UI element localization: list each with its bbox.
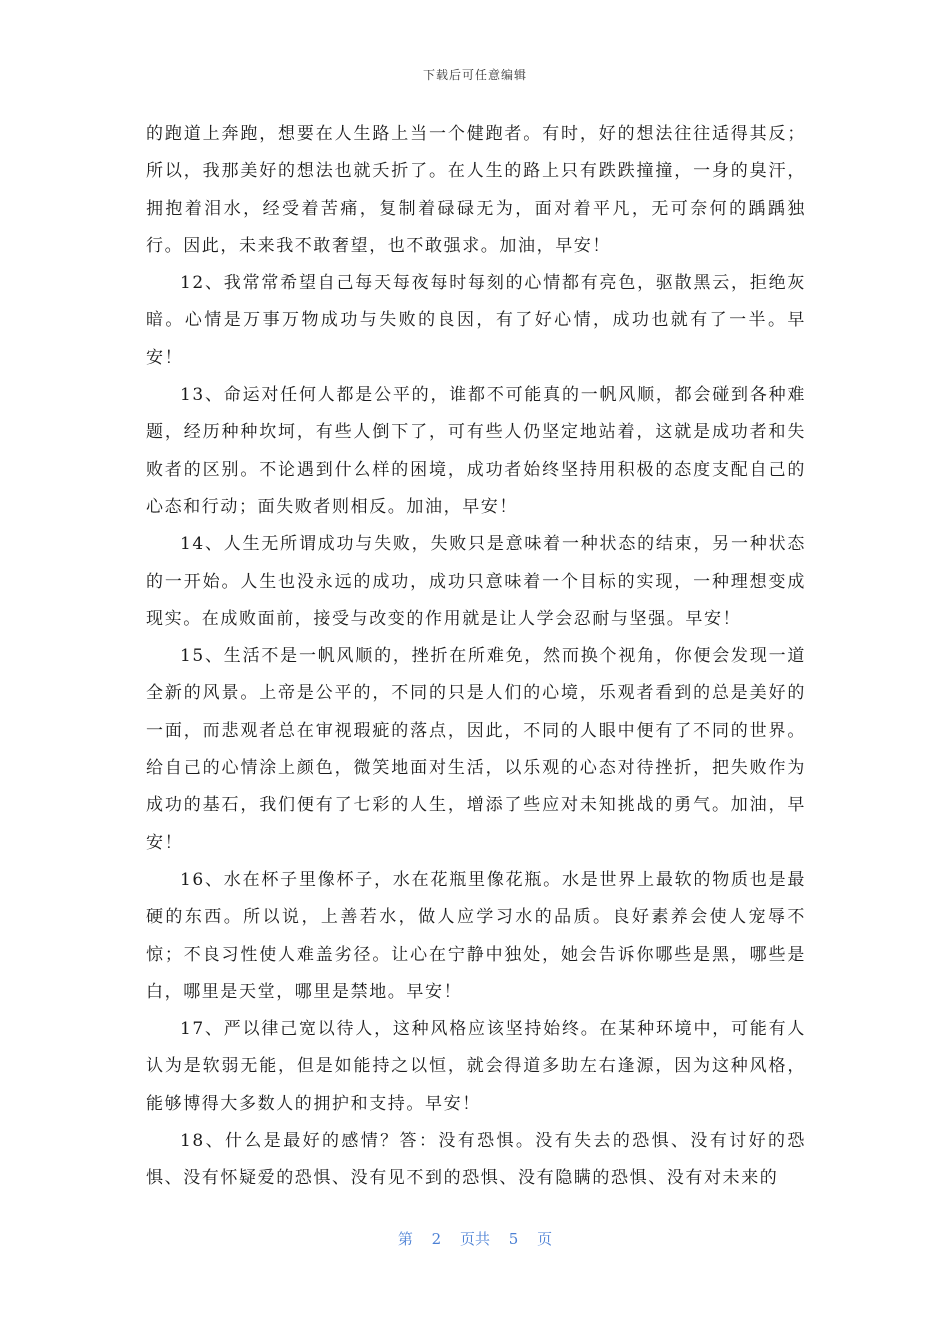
paragraph-17: 17、严以律己宽以待人，这种风格应该坚持始终。在某种环境中，可能有人认为是软弱无能，但是如能持之以恒，就会得道多助左右逢源，因为这种风格，能够博得大多数人的拥护和支持。早安！	[146, 1019, 806, 1114]
paragraph-13: 13、命运对任何人都是公平的，谁都不可能真的一帆风顺，都会碰到各种难题，经历种种坎坷，有些人倒下了，可有些人仍坚定地站着，这就是成功者和失败者的区别。不论遇到什么样的困境，成功者始终坚持用积极的态度支配自己的心态和行动；面失败者则相反。加油，早安！	[146, 385, 806, 517]
page-header: 下载后可任意编辑	[422, 68, 527, 82]
document-body	[146, 116, 806, 1198]
paragraph-12: 12、我常常希望自己每天每夜每时每刻的心情都有亮色，驱散黑云，拒绝灰暗。心情是万事万物成功与失败的良因，有了好心情，成功也就有了一半。早安！	[146, 273, 806, 368]
paragraph-14: 14、人生无所谓成功与失败，失败只是意味着一种状态的结束，另一种状态的一开始。人生也没永远的成功，成功只意味着一个目标的实现，一种理想变成现实。在成败面前，接受与改变的作用就是让人学会忍耐与坚强。早安！	[146, 534, 806, 629]
page-footer	[0, 1228, 950, 1249]
total-page-count: 5	[508, 1230, 519, 1248]
footer-middle: 页共	[459, 1230, 490, 1248]
current-page-number: 2	[431, 1230, 442, 1248]
footer-suffix: 页	[537, 1230, 553, 1248]
paragraph-16: 16、水在杯子里像杯子，水在花瓶里像花瓶。水是世界上最软的物质也是最硬的东西。所以说，上善若水，做人应学习水的品质。良好素养会使人宠辱不惊；不良习性使人难盖劣径。让心在宁静中独处，她会告诉你哪些是黑，哪些是白，哪里是天堂，哪里是禁地。早安！	[146, 869, 806, 1002]
paragraph-continuation: 的跑道上奔跑，想要在人生路上当一个健跑者。有时，好的想法往往适得其反；所以，我那美好的想法也就夭折了。在人生的路上只有跌跌撞撞，一身的臭汗，拥抱着泪水，经受着苦痛，复制着碌碌无为，面对着平凡，无可奈何的踽踽独行。因此，未来我不敢奢望，也不敢强求。加油，早安！	[146, 124, 806, 256]
paragraph-18: 18、什么是最好的感情？答：没有恐惧。没有失去的恐惧、没有讨好的恐惧、没有怀疑爱的恐惧、没有见不到的恐惧、没有隐瞒的恐惧、没有对未来的	[146, 1131, 806, 1189]
footer-prefix: 第	[397, 1230, 413, 1248]
paragraph-15: 15、生活不是一帆风顺的，挫折在所难免，然而换个视角，你便会发现一道全新的风景。上帝是公平的，不同的只是人们的心境，乐观者看到的总是美好的一面，而悲观者总在审视瑕疵的落点，因此，不同的人眼中便有了不同的世界。给自己的心情涂上颜色，微笑地面对生活，以乐观的心态对待挫折，把失败作为成功的基石，我们便有了七彩的人生，增添了些应对未知挑战的勇气。加油，早安！	[146, 646, 806, 853]
